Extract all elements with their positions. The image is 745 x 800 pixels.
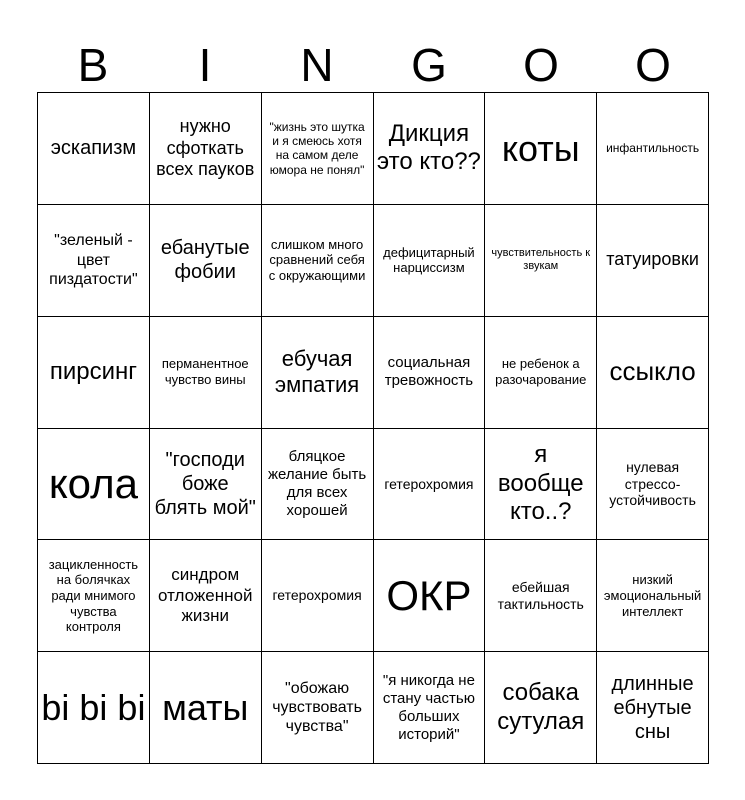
header-letter-n: N bbox=[300, 39, 334, 91]
bingo-grid bbox=[37, 92, 709, 764]
bingo-cell[interactable]: длинные ебнутые сны bbox=[597, 652, 709, 764]
bingo-cell[interactable]: ссыкло bbox=[597, 317, 709, 429]
bingo-cell[interactable]: "жизнь это шутка и я смеюсь хотя на самом деле юмора не понял" bbox=[262, 93, 374, 205]
bingo-cell[interactable]: перманентное чувство вины bbox=[150, 317, 262, 429]
bingo-cell[interactable]: ебанутые фобии bbox=[150, 205, 262, 317]
bingo-cell[interactable]: гетерохромия bbox=[262, 540, 374, 652]
bingo-cell[interactable]: слишком много сравнений себя с окружающими bbox=[262, 205, 374, 317]
bingo-cell[interactable]: маты bbox=[150, 652, 262, 764]
header-letter-b: B bbox=[77, 39, 109, 91]
bingo-cell[interactable]: эскапизм bbox=[38, 93, 150, 205]
bingo-cell[interactable]: Дикция это кто?? bbox=[374, 93, 486, 205]
bingo-cell[interactable]: собака сутулая bbox=[485, 652, 597, 764]
bingo-header bbox=[37, 36, 709, 94]
bingo-cell[interactable]: "господи боже блять мой" bbox=[150, 429, 262, 541]
bingo-cell[interactable]: татуировки bbox=[597, 205, 709, 317]
header-letter-o2: O bbox=[635, 39, 671, 91]
bingo-cell[interactable]: бляцкое желание быть для всех хорошей bbox=[262, 429, 374, 541]
bingo-cell[interactable]: инфантильность bbox=[597, 93, 709, 205]
bingo-cell[interactable]: синдром отложенной жизни bbox=[150, 540, 262, 652]
bingo-cell[interactable]: bi bi bi bbox=[38, 652, 150, 764]
bingo-cell[interactable]: ебучая эмпатия bbox=[262, 317, 374, 429]
bingo-cell[interactable]: социальная тревожность bbox=[374, 317, 486, 429]
bingo-cell[interactable]: гетерохромия bbox=[374, 429, 486, 541]
header-letter-i: I bbox=[198, 39, 212, 91]
bingo-cell[interactable]: ОКР bbox=[374, 540, 486, 652]
bingo-cell[interactable]: "я никогда не стану частью больших историй" bbox=[374, 652, 486, 764]
bingo-cell[interactable]: я вообще кто..? bbox=[485, 429, 597, 541]
header-letter-g: G bbox=[411, 39, 447, 91]
bingo-cell[interactable]: низкий эмоциональный интеллект bbox=[597, 540, 709, 652]
bingo-cell[interactable]: "обожаю чувствовать чувства" bbox=[262, 652, 374, 764]
bingo-cell[interactable]: дефицитарный нарциссизм bbox=[374, 205, 486, 317]
bingo-cell[interactable]: не ребенок а разочарование bbox=[485, 317, 597, 429]
bingo-cell[interactable]: коты bbox=[485, 93, 597, 205]
bingo-cell[interactable]: нулевая стрессо-устойчивость bbox=[597, 429, 709, 541]
bingo-cell[interactable]: чувствительность к звукам bbox=[485, 205, 597, 317]
header-letter-o: O bbox=[523, 39, 559, 91]
bingo-cell[interactable]: кола bbox=[38, 429, 150, 541]
bingo-cell[interactable]: нужно сфоткать всех пауков bbox=[150, 93, 262, 205]
bingo-cell[interactable]: зацикленность на болячках ради мнимого чувства контроля bbox=[38, 540, 150, 652]
bingo-cell[interactable]: "зеленый - цвет пиздатости" bbox=[38, 205, 150, 317]
bingo-cell[interactable]: пирсинг bbox=[38, 317, 150, 429]
bingo-cell[interactable]: ебейшая тактильность bbox=[485, 540, 597, 652]
